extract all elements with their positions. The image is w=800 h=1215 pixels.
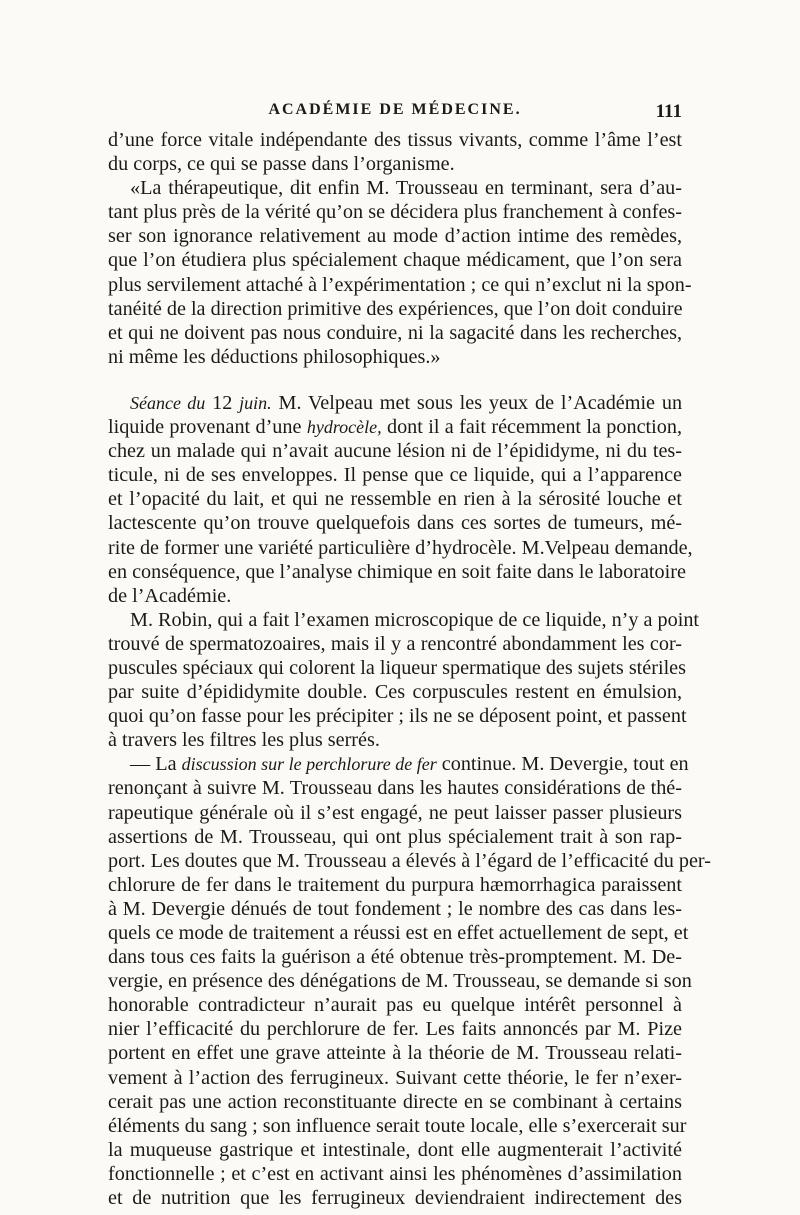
line-text: M. Velpeau met sous les yeux de l’Académie un	[278, 391, 683, 414]
text-line: de l’Académie.	[108, 584, 232, 607]
text-line: cerait pas une action reconstituante directe en se combinant à certains	[108, 1090, 682, 1113]
line-text: liquide provenant d’une	[108, 416, 302, 439]
line-text: continue. M. Devergie, tout en	[441, 753, 689, 776]
text-line	[108, 752, 689, 776]
text-line: en conséquence, que l’analyse chimique en soit faite dans le laboratoire	[108, 560, 686, 583]
text-line: vement à l’action des ferrugineux. Suivant cette théorie, le fer n’exer-	[108, 1066, 682, 1089]
page-number: 111	[655, 101, 682, 122]
text-line: tant plus près de la vérité qu’on se décidera plus franchement à confes-	[108, 201, 682, 224]
text-line: «La thérapeutique, dit enfin M. Trousseau en terminant, sera d’au-	[130, 177, 682, 200]
paragraph-perchlorure-discussion	[108, 752, 711, 1210]
text-line: par suite d’épididymite double. Ces corpuscules restent en émulsion,	[108, 681, 682, 704]
paragraph-seance-12-juin	[108, 391, 693, 608]
text-line: quels ce mode de traitement a réussi est en effet actuellement de sept, et	[108, 922, 689, 944]
seance-month: juin.	[239, 392, 272, 413]
text-line: ni même les déductions philosophiques.»	[108, 345, 441, 368]
text-line: portent en effet une grave atteinte à la théorie de M. Trousseau relati-	[108, 1042, 682, 1065]
body-text	[108, 128, 711, 1210]
text-line: dans tous ces faits la guérison a été obtenue très-promptement. M. De-	[108, 946, 682, 969]
text-line: ser son ignorance relativement au mode d’action intime des remèdes,	[108, 225, 682, 248]
text-line: assertions de M. Trousseau, qui ont plus spécialement trait à son rap-	[108, 825, 682, 848]
text-line: vergie, en présence des dénégations de M. Trousseau, se demande si son	[108, 970, 692, 993]
text-line: chlorure de fer dans le traitement du purpura hæmorrhagica paraissent	[108, 873, 682, 896]
text-line	[108, 415, 682, 439]
text-line	[108, 391, 682, 415]
text-line: du corps, ce qui se passe dans l’organisme.	[108, 153, 455, 176]
text-line: ticule, ni de ses enveloppes. Il pense que ce liquide, qui a l’apparence	[108, 464, 682, 487]
text-line: rite de former une variété particulière d’hydrocèle. M.Velpeau demande,	[108, 536, 693, 559]
text-line: honorable contradicteur n’aurait pas eu quelque intérêt personnel à	[108, 994, 682, 1017]
paragraph-trousseau-quote	[108, 176, 692, 369]
text-line: et l’opacité du lait, et qui ne ressemble en rien à la sérosité louche et	[108, 488, 682, 511]
discussion-topic: discussion sur le perchlorure de fer	[181, 754, 437, 775]
text-line: M. Robin, qui a fait l’examen microscopique de ce liquide, n’y a point	[130, 608, 700, 631]
line-text: — La	[130, 753, 177, 776]
paragraph-soul-analogy	[108, 128, 682, 176]
running-head	[108, 101, 682, 123]
hydrocele-term: hydrocèle,	[306, 417, 382, 438]
text-line: éléments du sang ; son influence serait toute locale, elle s’exercerait sur	[108, 1114, 687, 1137]
text-line: renonçant à suivre M. Trousseau dans les hautes considérations de thé-	[108, 777, 682, 800]
text-line: la muqueuse gastrique et intestinale, dont elle augmenterait l’activité	[108, 1138, 682, 1161]
paragraph-robin	[108, 608, 700, 753]
text-line: chez un malade qui n’avait aucune lésion ni de l’épididyme, ni du tes-	[108, 440, 682, 463]
text-line: plus servilement attaché à l’expérimentation ; ce qui n’exclut ni la spon-	[108, 273, 692, 296]
text-line: rapeutique générale où il s’est engagé, ne peut laisser passer plusieurs	[108, 801, 682, 824]
text-line: à M. Devergie dénués de tout fondement ; le nombre des cas dans les-	[108, 897, 682, 920]
seance-label: Séance du	[130, 392, 206, 413]
text-line: lactescente qu’on trouve quelquefois dans ces sortes de tumeurs, mé-	[108, 512, 682, 535]
text-line: quoi qu’on fasse pour les précipiter ; ils ne se déposent point, et passent	[108, 705, 687, 728]
text-line: et qui ne doivent pas nous conduire, ni la sagacité dans les recherches,	[108, 321, 682, 344]
text-line: trouvé de spermatozoaires, mais il y a rencontré abondamment les cor-	[108, 632, 682, 655]
text-line: d’une force vitale indépendante des tissus vivants, comme l’âme l’est	[108, 129, 682, 151]
text-line: et de nutrition que les ferrugineux deviendraient indirectement des	[108, 1187, 682, 1210]
text-line: nier l’efficacité du perchlorure de fer. Les faits annoncés par M. Pize	[108, 1018, 682, 1041]
seance-date: 12	[212, 391, 233, 414]
text-line: fonctionnelle ; et c’est en activant ainsi les phénomènes d’assimilation	[108, 1162, 682, 1185]
line-text: dont il a fait récemment la ponction,	[386, 416, 683, 439]
text-line: que l’on étudiera plus spécialement chaque médicament, que l’on sera	[108, 249, 682, 272]
section-gap	[108, 369, 682, 391]
running-title: ACADÉMIE DE MÉDECINE.	[268, 101, 522, 118]
text-line: à travers les filtres les plus serrés.	[108, 729, 380, 752]
text-line: tanéité de la direction primitive des expériences, que l’on doit conduire	[108, 297, 683, 320]
text-line: port. Les doutes que M. Trousseau a élevés à l’égard de l’efficacité du per-	[108, 849, 711, 872]
text-line: puscules spéciaux qui colorent la liqueur spermatique des sujets stériles	[108, 656, 686, 679]
